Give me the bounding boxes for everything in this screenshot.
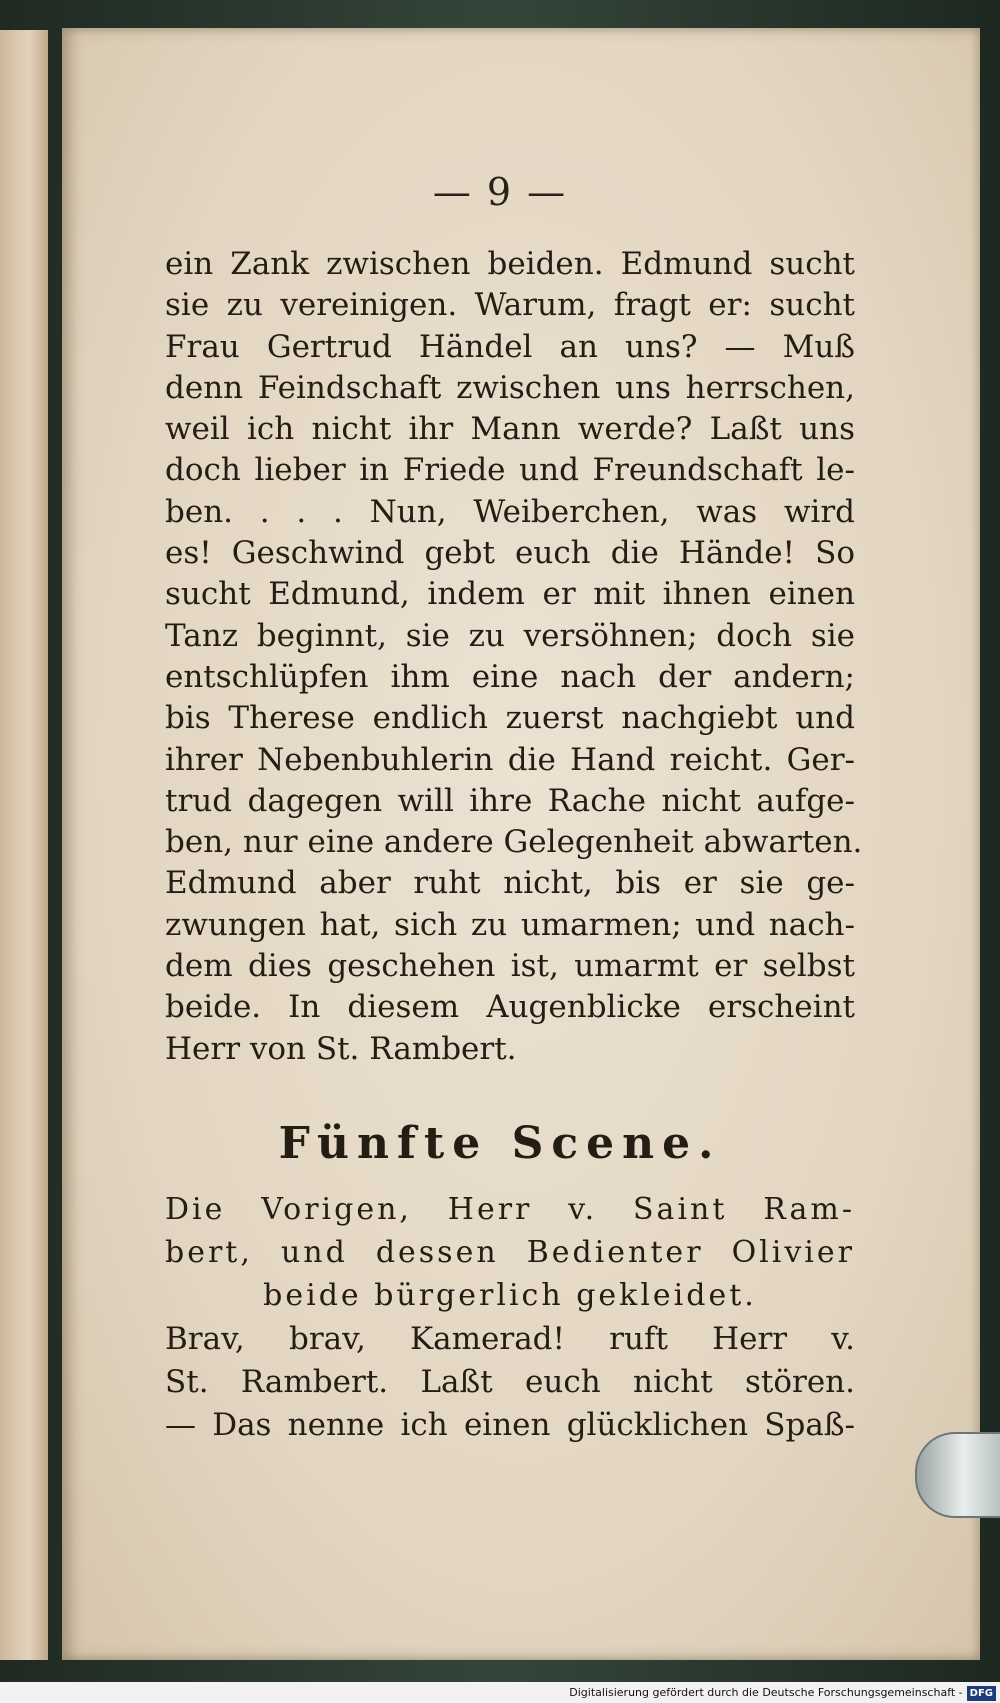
text-line: ihrer Nebenbuhlerin die Hand reicht. Ger- [165,741,855,778]
text-line: dem dies geschehen ist, umarmt er selbst [165,948,855,985]
dialogue-paragraph [165,1318,855,1447]
page-clip [915,1432,1000,1518]
scene-heading: Fünfte Scene. [278,1118,722,1169]
text-line: beide. In diesem Augenblicke erscheint [165,989,855,1026]
digitization-footer [0,1682,1000,1703]
text-line: bis Therese endlich zuerst nachgiebt und [165,700,855,737]
dfg-logo-icon: DFG [967,1686,996,1701]
text-line: doch lieber in Friede und Freundschaft le- [165,452,855,489]
text-line: ben, nur eine andere Gelegenheit abwarten. [165,824,863,861]
text-line: entschlüpfen ihm eine nach der andern; [165,658,855,695]
footer-credit: Digitalisierung gefördert durch die Deutsche Forschungsgemeinschaft - [569,1686,963,1699]
text-line: trud dagegen will ihre Rache nicht aufge- [165,782,855,819]
text-line: Brav, brav, Kamerad! ruft Herr v. [165,1321,855,1357]
text-line: ben. . . . Nun, Weiberchen, was wird [165,493,855,530]
text-line: Edmund aber ruht nicht, bis er sie ge- [165,865,855,902]
text-line: denn Feindschaft zwischen uns herrschen, [165,369,855,406]
cast-list [165,1188,855,1317]
text-line: es! Geschwind gebt euch die Hände! So [165,535,855,572]
text-line: zwungen hat, sich zu umarmen; und nach- [165,906,855,943]
text-line: sucht Edmund, indem er mit ihnen einen [165,576,855,613]
text-line: Herr von St. Rambert. [165,1030,517,1067]
text-line: weil ich nicht ihr Mann werde? Laßt uns [165,411,855,448]
page-number: — 9 — [432,170,568,214]
text-line: sie zu vereinigen. Warum, fragt er: sucht [165,287,855,324]
paragraph-1 [165,244,863,1070]
cast-line: Die Vorigen, Herr v. Saint Ram- [165,1192,855,1227]
text-line: Frau Gertrud Händel an uns? — Muß [165,328,855,365]
text-line: — Das nenne ich einen glücklichen Spaß- [165,1407,855,1443]
cast-line: beide bürgerlich gekleidet. [263,1278,757,1313]
cast-line: bert, und dessen Bedienter Olivier [165,1235,855,1270]
left-page-edge [0,30,48,1660]
text-line: St. Rambert. Laßt euch nicht stören. [165,1364,855,1400]
text-line: ein Zank zwischen beiden. Edmund sucht [165,246,855,282]
text-line: Tanz beginnt, sie zu versöhnen; doch sie [165,617,855,654]
